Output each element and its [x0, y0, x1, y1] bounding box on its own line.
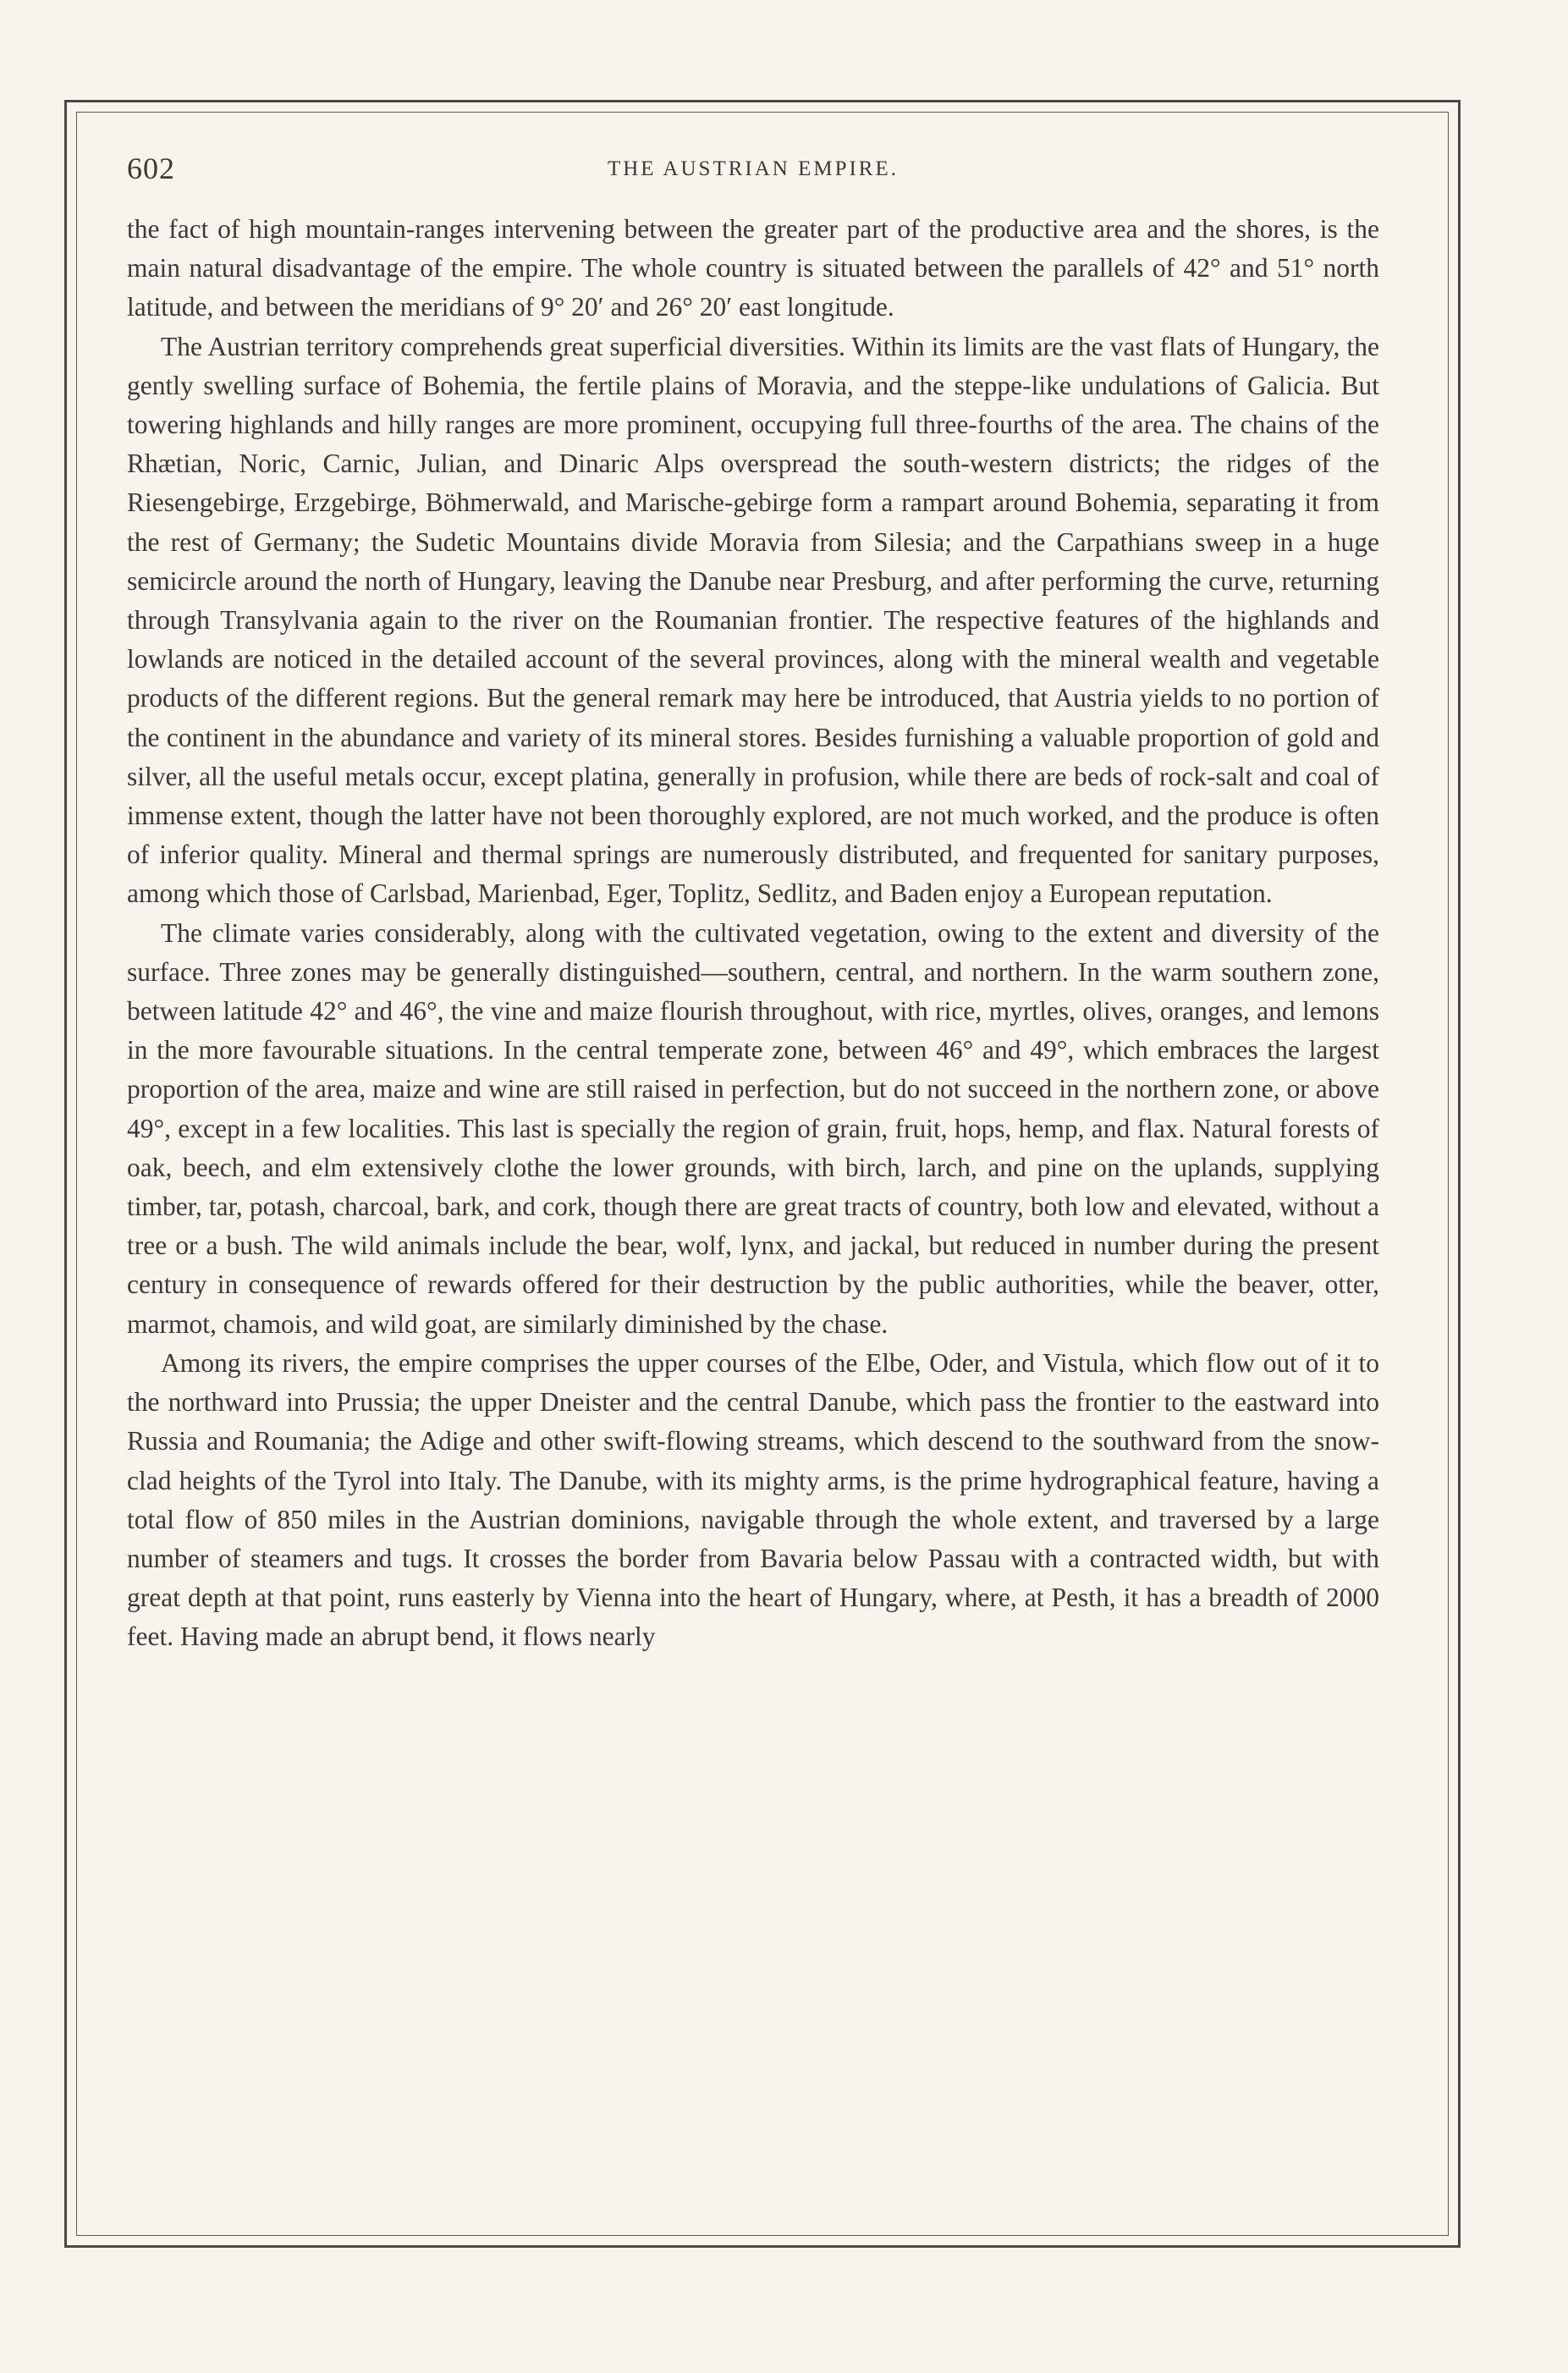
running-title: THE AUSTRIAN EMPIRE.	[607, 157, 900, 180]
page-header	[127, 151, 1379, 193]
paragraph-3: The climate varies considerably, along with the cultivated vegetation, owing to the extent and diversity of the surface. Three zones may be generally distinguished—southern, central, and northern. In the warm southern zone, between latitude 42° and 46°, the vine and maize flourish throughout, with rice, myrtles, olives, oranges, and lemons in the more favourable situations. In the central temperate zone, between 46° and 49°, which embraces the largest proportion of the area, maize and wine are still raised in perfection, but do not succeed in the northern zone, or above 49°, except in a few localities. This last is specially the region of grain, fruit, hops, hemp, and flax. Natural forests of oak, beech, and elm extensively clothe the lower grounds, with birch, larch, and pine on the uplands, supplying timber, tar, potash, charcoal, bark, and cork, though there are great tracts of country, both low and elevated, without a tree or a bush. The wild animals include the bear, wolf, lynx, and jackal, but reduced in number during the present century in consequence of rewards offered for their destruction by the public authorities, while the beaver, otter, marmot, chamois, and wild goat, are similarly diminished by the chase.	[127, 917, 1379, 1339]
paragraph-4: Among its rivers, the empire comprises the upper courses of the Elbe, Oder, and Vistula, which flow out of it to the northward into Prussia; the upper Dneister and the central Danube, which pass the frontier to the eastward into Russia and Roumania; the Adige and other swift-flowing streams, which descend to the southward from the snow-clad heights of the Tyrol into Italy. The Danube, with its mighty arms, is the prime hydrographical feature, having a total flow of 850 miles in the Austrian dominions, navigable through the whole extent, and traversed by a large number of steamers and tugs. It crosses the border from Bavaria below Passau with a contracted width, but with great depth at that point, runs easterly by Vienna into the heart of Hungary, where, at Pesth, it has a breadth of 2000 feet. Having made an abrupt bend, it flows nearly	[127, 1347, 1379, 1652]
paragraph-1: the fact of high mountain-ranges intervening between the greater part of the productive area and the shores, is the main natural disadvantage of the empire. The whole country is situated between the parallels of 42° and 51° north latitude, and between the meridians of 9° 20′ and 26° 20′ east longitude.	[127, 214, 1379, 322]
paragraph-2: The Austrian territory comprehends great superficial diversities. Within its limits are the vast flats of Hungary, the gently swelling surface of Bohemia, the fertile plains of Moravia, and the steppe-like undulations of Galicia. But towering highlands and hilly ranges are more prominent, occupying full three-fourths of the area. The chains of the Rhætian, Noric, Carnic, Julian, and Dinaric Alps overspread the south-western districts; the ridges of the Riesengebirge, Erzgebirge, Böhmerwald, and Marische-gebirge form a rampart around Bohemia, separating it from the rest of Germany; the Sudetic Mountains divide Moravia from Silesia; and the Carpathians sweep in a huge semicircle around the north of Hungary, leaving the Danube near Presburg, and after performing the curve, returning through Transylvania again to the river on the Roumanian frontier. The respective features of the highlands and lowlands are noticed in the detailed account of the several provinces, along with the mineral wealth and vegetable products of the different regions. But the general remark may here be introduced, that Austria yields to no portion of the continent in the abundance and variety of its mineral stores. Besides furnishing a valuable proportion of gold and silver, all the useful metals occur, except platina, generally in profusion, while there are beds of rock-salt and coal of immense extent, though the latter have not been thoroughly explored, are not much worked, and the produce is often of inferior quality. Mineral and thermal springs are numerously distributed, and frequented for sanitary purposes, among which those of Carlsbad, Marienbad, Eger, Toplitz, Sedlitz, and Baden enjoy a European reputation.	[127, 331, 1379, 909]
page-number: 602	[127, 151, 175, 185]
body-text	[127, 210, 1379, 1657]
